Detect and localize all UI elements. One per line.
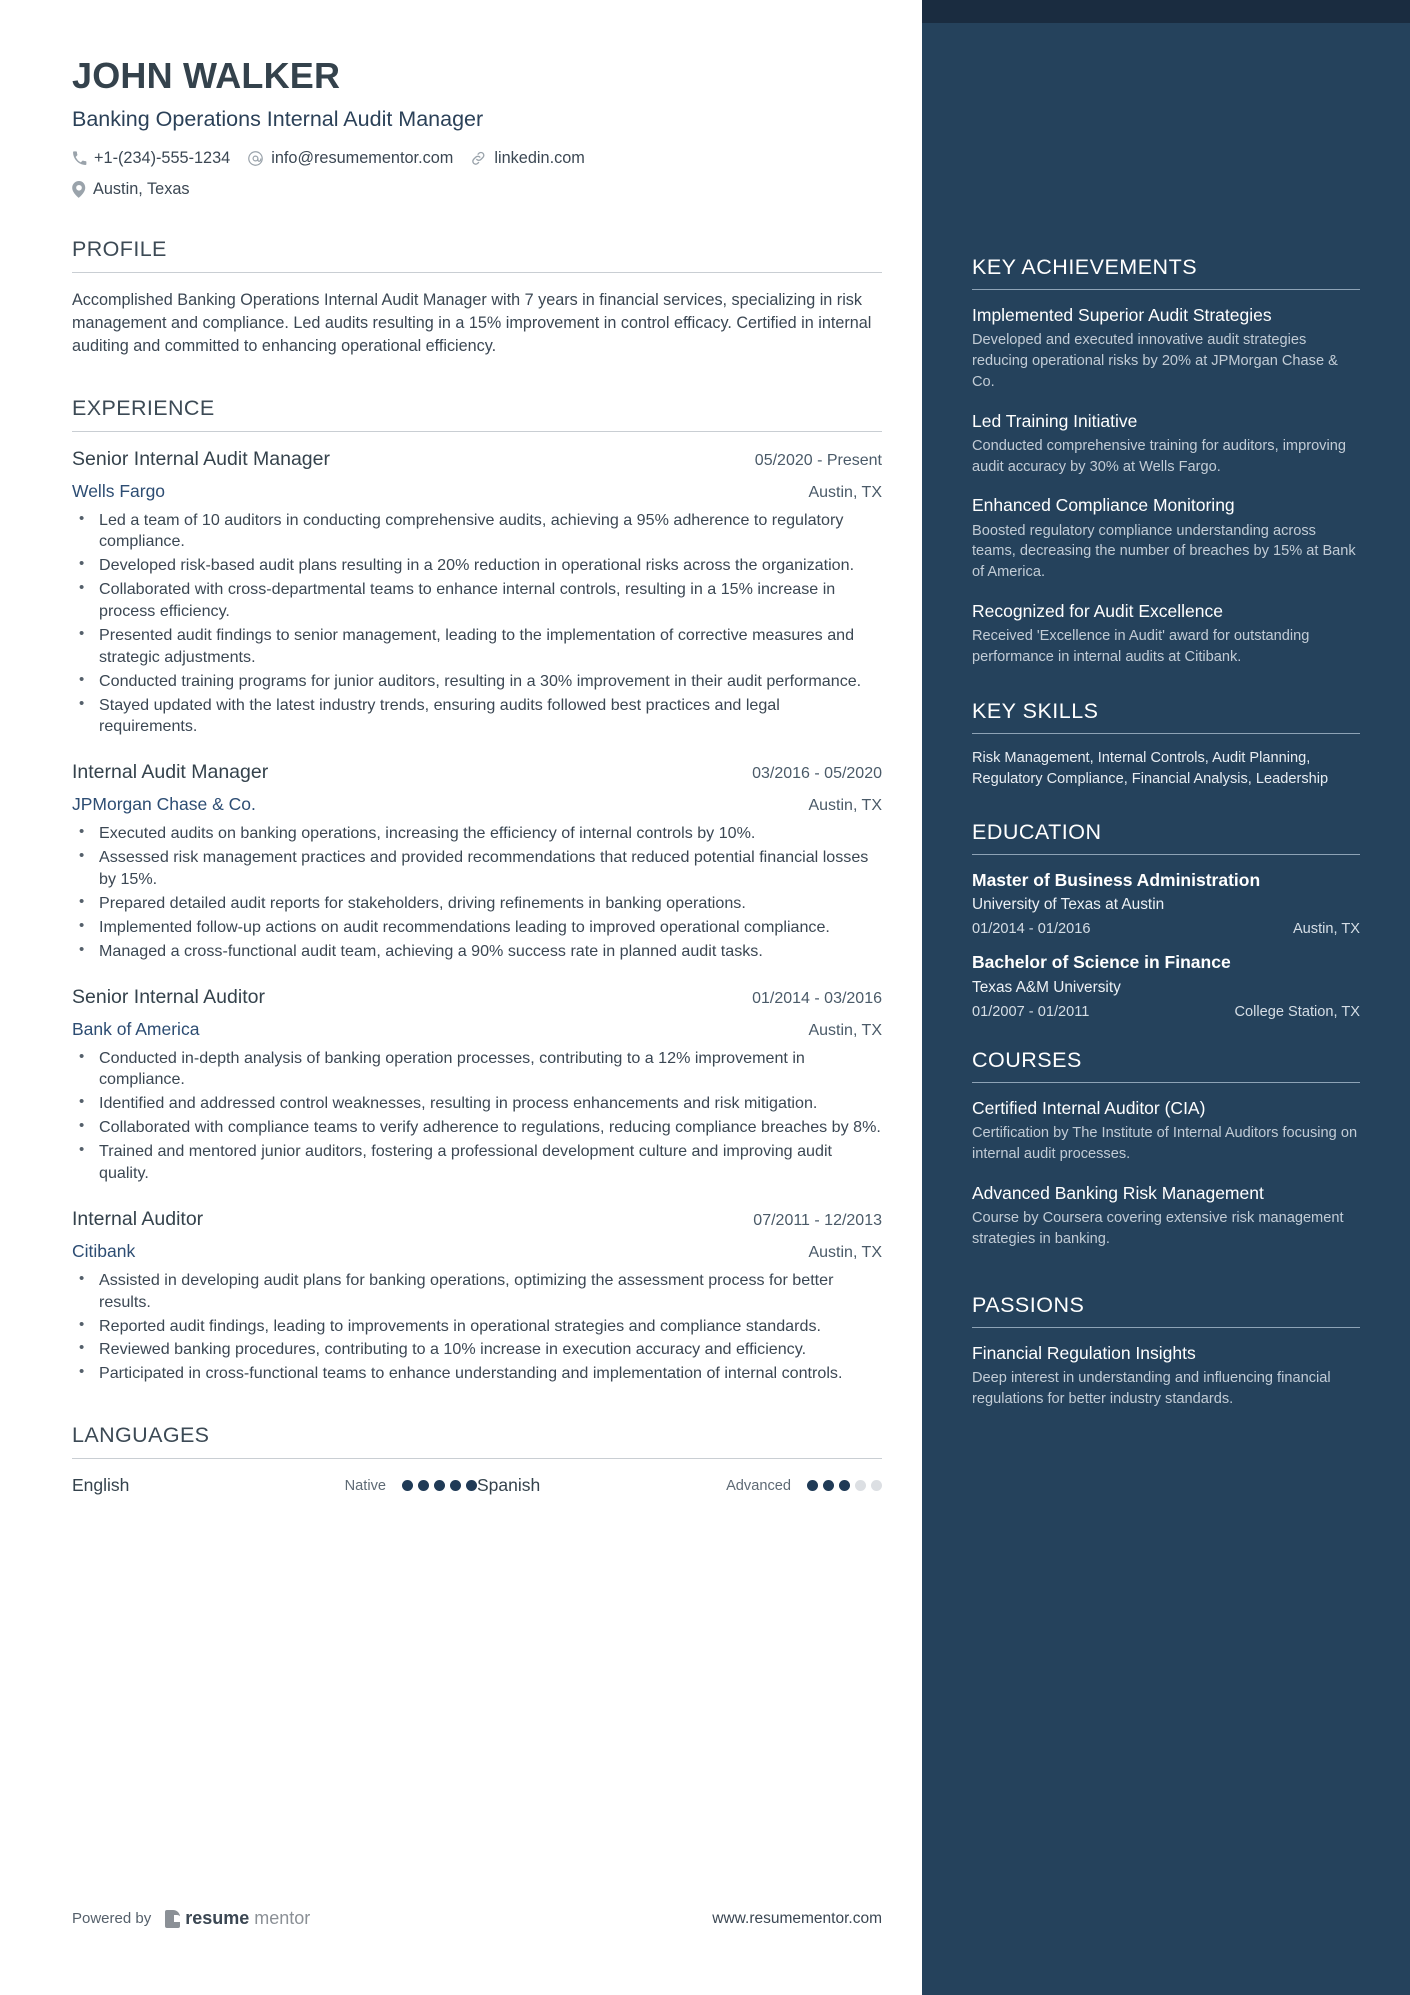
job-bullets (72, 1048, 882, 1185)
education-degree: Bachelor of Science in Finance (972, 952, 1231, 973)
education-meta (972, 1004, 1360, 1020)
footer-branding (72, 1908, 310, 1929)
contact-linkedin[interactable] (470, 149, 585, 168)
language-item (72, 1475, 477, 1496)
achievement-description: Boosted regulatory compliance understanding across teams, decreasing the number of breaches by 15% at Bank of America. (972, 522, 1356, 581)
section-divider (972, 1082, 1360, 1083)
skills-list: Risk Management, Internal Controls, Audit Planning, Regulatory Compliance, Financial Analysis, Leadership (972, 749, 1329, 787)
section-title-key-achievements: KEY ACHIEVEMENTS (972, 255, 1198, 279)
course-item (972, 1097, 1360, 1165)
job-location: Austin, TX (808, 483, 882, 501)
experience-header (72, 448, 882, 471)
logo-mark-icon (165, 1910, 180, 1928)
section-key-skills (972, 699, 1360, 790)
footer-website-url: www.resumementor.com (712, 1909, 882, 1927)
job-location: Austin, TX (808, 797, 882, 815)
rating-dot (839, 1480, 850, 1491)
course-description: Course by Coursera covering extensive risk management strategies in banking. (972, 1210, 1344, 1247)
section-divider (972, 289, 1360, 290)
rating-dot (466, 1480, 477, 1491)
education-school: Texas A&M University (972, 978, 1121, 996)
section-divider (972, 1327, 1360, 1328)
job-title: Internal Audit Manager (72, 761, 269, 784)
job-bullet: • Implemented follow-up actions on audit recommendations leading to improved operational compliance. (72, 917, 882, 939)
experience-header (72, 986, 882, 1009)
job-date: 03/2016 - 05/2020 (752, 765, 882, 783)
job-bullet: • Participated in cross-functional teams to enhance understanding and implementation of internal controls. (72, 1363, 882, 1385)
job-date: 05/2020 - Present (754, 451, 882, 469)
job-bullet: • Stayed updated with the latest industry trends, ensuring audits followed best practices and legal requirements. (72, 695, 882, 739)
job-title: Senior Internal Auditor (72, 985, 265, 1008)
education-school: University of Texas at Austin (972, 896, 1165, 914)
experience-header (72, 1208, 882, 1231)
section-title-education: EDUCATION (972, 820, 1102, 845)
job-company: Bank of America (72, 1018, 200, 1039)
main-content (0, 0, 922, 1496)
job-company: Citibank (72, 1240, 136, 1261)
experience-subheader (72, 1241, 882, 1262)
passion-item (972, 1342, 1360, 1410)
contact-location (72, 180, 190, 199)
job-bullet: • Conducted in-depth analysis of banking operation processes, contributing to a 12% improvement in compliance. (72, 1048, 882, 1092)
section-key-achievements (972, 255, 1360, 668)
passion-description: Deep interest in understanding and influencing financial regulations for better industry standards. (972, 1369, 1331, 1407)
education-date: 01/2014 - 01/2016 (972, 921, 1091, 938)
experience-subheader (72, 794, 882, 815)
job-bullet: • Collaborated with compliance teams to verify adherence to regulations, reducing compliance breaches by 8%. (72, 1117, 882, 1139)
job-bullet: • Prepared detailed audit reports for stakeholders, driving refinements in banking operations. (72, 893, 882, 915)
education-date: 01/2007 - 01/2011 (972, 1003, 1090, 1020)
job-date: 01/2014 - 03/2016 (752, 989, 882, 1007)
section-title-languages: LANGUAGES (72, 1423, 210, 1448)
email-icon (247, 150, 264, 167)
job-bullet: • Executed audits on banking operations, increasing the efficiency of internal controls by 10%. (72, 823, 882, 845)
achievement-title: Implemented Superior Audit Strategies (972, 305, 1272, 325)
language-rating-dots (807, 1480, 882, 1491)
experience-item (72, 761, 882, 962)
job-bullet: • Managed a cross-functional audit team, achieving a 90% success rate in planned audit tasks. (72, 941, 882, 963)
achievement-description: Developed and executed innovative audit strategies reducing operational risks by 20% at JPMorgan Chase & Co. (972, 332, 1338, 390)
section-experience (72, 396, 882, 1386)
job-location: Austin, TX (808, 1021, 882, 1039)
section-passions (972, 1293, 1360, 1410)
experience-header (72, 761, 882, 784)
contact-location-text: Austin, Texas (93, 179, 190, 198)
achievement-title: Recognized for Audit Excellence (972, 600, 1223, 621)
phone-icon (72, 151, 87, 166)
spacer (972, 1267, 1360, 1293)
experience-item (72, 986, 882, 1185)
achievement-item (972, 410, 1360, 478)
achievement-description: Conducted comprehensive training for auditors, improving audit accuracy by 30% at Wells Fargo. (972, 437, 1346, 475)
section-divider (72, 272, 882, 273)
achievement-item (972, 304, 1360, 393)
candidate-name: JOHN WALKER (72, 55, 341, 96)
rating-dot (434, 1480, 445, 1491)
section-title-profile: PROFILE (72, 236, 167, 261)
achievement-title: Led Training Initiative (972, 410, 1138, 431)
section-divider (972, 733, 1360, 734)
job-title: Senior Internal Audit Manager (72, 447, 330, 470)
job-bullet: • Identified and addressed control weaknesses, resulting in process enhancements and risk mitigation. (72, 1093, 882, 1115)
job-title: Internal Auditor (72, 1207, 204, 1230)
resumementor-logo (165, 1908, 310, 1929)
job-company: JPMorgan Chase & Co. (72, 794, 256, 815)
language-row (72, 1475, 882, 1496)
job-bullet: • Assisted in developing audit plans for banking operations, optimizing the assessment process for better results. (72, 1270, 882, 1314)
page-footer (72, 1908, 882, 1929)
achievement-item (972, 600, 1360, 668)
job-bullet: • Presented audit findings to senior management, leading to the implementation of corrective measures and strategic adjustments. (72, 625, 882, 669)
sidebar-content (922, 23, 1410, 1426)
experience-subheader (72, 1019, 882, 1040)
section-divider (972, 854, 1360, 855)
job-bullet: • Led a team of 10 auditors in conducting comprehensive audits, achieving a 95% adherence to regulatory compliance. (72, 510, 882, 554)
education-item (972, 951, 1360, 1019)
contact-list (72, 149, 732, 199)
sidebar (922, 0, 1410, 1995)
passion-title: Financial Regulation Insights (972, 1342, 1196, 1363)
section-education (972, 820, 1360, 1020)
brand-name-light: mentor (254, 1908, 311, 1928)
achievement-item (972, 494, 1360, 583)
language-item (477, 1475, 882, 1496)
job-company: Wells Fargo (72, 480, 166, 501)
powered-by-label: Powered by (72, 1910, 152, 1927)
course-title: Advanced Banking Risk Management (972, 1182, 1264, 1203)
course-description: Certification by The Institute of Internal Auditors focusing on internal audit processes. (972, 1125, 1358, 1162)
rating-dot (402, 1480, 413, 1491)
job-bullet: • Assessed risk management practices and provided recommendations that reduced potential financial losses by 15%. (72, 847, 882, 891)
job-bullets (72, 1270, 882, 1385)
course-title: Certified Internal Auditor (CIA) (972, 1097, 1206, 1118)
location-icon (72, 181, 86, 198)
job-bullet: • Developed risk-based audit plans resulting in a 20% reduction in operational risks across the organization. (72, 555, 882, 577)
education-item (972, 869, 1360, 937)
link-icon (470, 150, 487, 167)
education-meta (972, 921, 1360, 937)
job-date: 07/2011 - 12/2013 (753, 1211, 882, 1229)
job-bullet: • Reported audit findings, leading to improvements in operational strategies and compliance standards. (72, 1316, 882, 1338)
experience-subheader (72, 481, 882, 502)
language-name: Spanish (477, 1475, 541, 1496)
language-level: Advanced (726, 1477, 791, 1494)
contact-email-text: info@resumementor.com (271, 148, 454, 167)
resume-header (72, 56, 882, 199)
section-title-key-skills: KEY SKILLS (972, 698, 1099, 723)
job-bullet: • Reviewed banking procedures, contributing to a 10% increase in execution accuracy and efficiency. (72, 1339, 882, 1361)
section-divider (72, 431, 882, 432)
section-courses (972, 1048, 1360, 1250)
section-languages (72, 1423, 882, 1496)
section-divider (72, 1458, 882, 1459)
contact-phone-text: +1-(234)-555-1234 (94, 148, 231, 167)
brand-name-bold: resume (185, 1908, 250, 1928)
education-degree: Master of Business Administration (972, 870, 1261, 891)
education-location: Austin, TX (1292, 921, 1360, 938)
achievement-title: Enhanced Compliance Monitoring (972, 495, 1235, 516)
rating-dot (450, 1480, 461, 1491)
job-bullets (72, 823, 882, 962)
contact-phone[interactable] (72, 149, 230, 168)
language-rating-dots (402, 1480, 477, 1491)
achievement-description: Received 'Excellence in Audit' award for outstanding performance in internal audits at Citibank. (972, 628, 1310, 666)
section-title-courses: COURSES (972, 1047, 1082, 1072)
section-profile (72, 237, 882, 358)
spacer (972, 685, 1360, 699)
contact-linkedin-text: linkedin.com (494, 148, 585, 167)
contact-email[interactable] (247, 149, 453, 168)
job-bullet: • Trained and mentored junior auditors, fostering a professional development culture and improving audit quality. (72, 1141, 882, 1185)
section-title-passions: PASSIONS (972, 1292, 1085, 1317)
experience-item (72, 448, 882, 739)
job-location: Austin, TX (808, 1243, 882, 1261)
spacer (972, 1034, 1360, 1048)
rating-dot (855, 1480, 866, 1491)
job-bullet: • Collaborated with cross-departmental teams to enhance internal controls, resulting in a 15% increase in process efficiency. (72, 579, 882, 623)
education-location: College Station, TX (1234, 1003, 1360, 1020)
experience-item (72, 1208, 882, 1385)
candidate-headline: Banking Operations Internal Audit Manager (72, 106, 484, 131)
course-item (972, 1182, 1360, 1250)
language-name: English (72, 1475, 130, 1496)
job-bullet: • Conducted training programs for junior auditors, resulting in a 30% improvement in their audit performance. (72, 671, 882, 693)
section-title-experience: EXPERIENCE (72, 395, 215, 420)
rating-dot (871, 1480, 882, 1491)
profile-text: Accomplished Banking Operations Internal Audit Manager with 7 years in financial services, specializing in risk management and compliance. Led audits resulting in a 15% improvement in control efficacy. Certified in internal auditing and committed to enhancing operational efficiency. (72, 290, 872, 355)
language-level: Native (344, 1477, 386, 1494)
sidebar-topbar (922, 0, 1410, 23)
spacer (972, 794, 1360, 820)
rating-dot (807, 1480, 818, 1491)
job-bullets (72, 510, 882, 739)
rating-dot (823, 1480, 834, 1491)
rating-dot (418, 1480, 429, 1491)
